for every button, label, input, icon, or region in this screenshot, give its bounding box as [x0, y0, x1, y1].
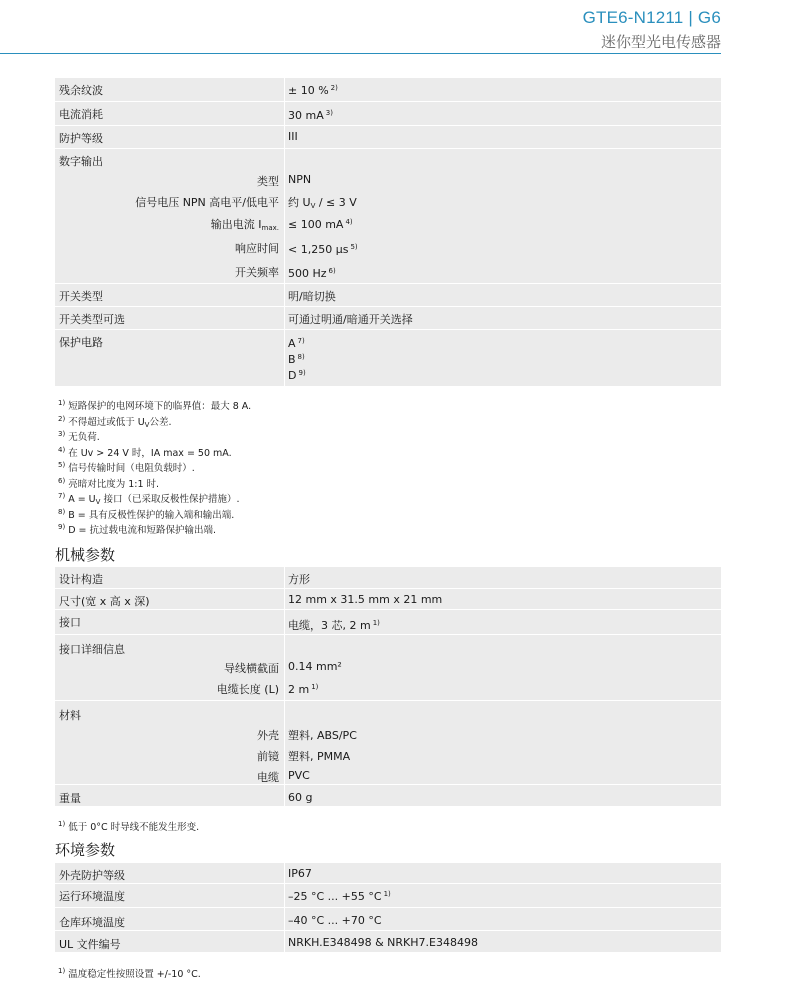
environment-spec-table [55, 863, 721, 952]
footnote: $^{5)}$ 信号传输时间（电阻负载时）. [58, 461, 195, 474]
footnote: $^{1)}$ 温度稳定性按照设置 +/-10 °C. [58, 967, 201, 980]
row-value-list [288, 336, 306, 384]
electrical-footnotes [58, 398, 251, 538]
row-sublabel: 响应时间 [235, 242, 279, 255]
footnote: $^{3)}$ 无负荷. [58, 430, 100, 443]
footnote: $^{4)}$ 在 Uv > 24 V 时，IA max = 50 mA. [58, 445, 232, 459]
row-label: 接口详细信息 [59, 643, 125, 656]
document-title: GTE6-N1211 | G6 [582, 8, 721, 27]
row-sublabel: 输出电流 $I_{max.}$ [210, 218, 279, 232]
row-value: ≤ 100 mA $^{4)}$ [288, 218, 353, 231]
row-value: III [288, 130, 298, 143]
row-label: 防护等级 [59, 132, 103, 145]
row-label: 电流消耗 [59, 108, 103, 121]
footnote: $^{7)}$ $A = U_V$ 接口（已采取反极性保护措施）. [58, 492, 240, 506]
table-row [55, 307, 721, 329]
row-label: 接口 [59, 616, 81, 629]
table-row [55, 742, 721, 763]
table-row [55, 655, 721, 676]
row-value: 30 mA $^{3)}$ [288, 109, 333, 122]
row-value: IP67 [288, 867, 312, 880]
footnote: $^{1)}$ 低于 0°C 时导线不能发生形变. [58, 820, 200, 833]
row-sublabel: 前镜 [257, 750, 279, 763]
list-item: D $^{9)}$ [288, 369, 306, 382]
row-value: 0.14 mm² [288, 660, 342, 673]
row-label: 尺寸(宽 x 高 x 深) [59, 595, 150, 608]
row-value: NPN [288, 173, 312, 186]
table-row [55, 721, 721, 742]
table-row [55, 235, 721, 259]
footnote: $^{2)}$ 不得超过或低于 $U_V$公差. [58, 414, 172, 429]
row-label: 数字输出 [59, 155, 103, 168]
row-sublabel: 开关频率 [235, 266, 279, 279]
mechanical-spec-table [55, 567, 721, 806]
row-label: 保护电路 [59, 336, 103, 349]
row-sublabel: 导线横截面 [224, 662, 279, 675]
row-value: ± 10 % $^{2)}$ [288, 84, 338, 97]
row-sublabel: 类型 [257, 175, 279, 188]
row-label: 运行环境温度 [59, 890, 125, 903]
table-row [55, 884, 721, 907]
row-label: 仓库环境温度 [59, 916, 125, 929]
row-value: –40 °C ... +70 °C [288, 914, 382, 927]
mechanical-footnotes [58, 819, 199, 835]
row-value: 塑料, ABS/PC [288, 729, 357, 742]
row-label: 开关类型 [59, 290, 103, 303]
table-row [55, 763, 721, 784]
footnote: $^{6)}$ 亮暗对比度为 1:1 时. [58, 476, 160, 490]
row-sublabel: 电缆 [257, 771, 279, 784]
section-title-mechanical: 机械参数 [55, 546, 116, 564]
row-label: 重量 [59, 792, 81, 805]
row-value: 塑料, PMMA [288, 750, 351, 763]
row-sublabel: 电缆长度 (L) [216, 683, 279, 696]
header-divider [0, 53, 721, 54]
row-value: 12 mm x 31.5 mm x 21 mm [288, 593, 443, 606]
table-row [55, 635, 721, 655]
table-row [55, 908, 721, 930]
table-row [55, 149, 721, 169]
row-sublabel: 外壳 [257, 729, 279, 742]
footnote: $^{1)}$ 短路保护的电网环境下的临界值：最大 8 A. [58, 399, 252, 412]
row-label: 材料 [59, 709, 81, 722]
row-value: 2 m $^{1)}$ [288, 683, 319, 696]
table-row [55, 259, 721, 283]
row-value: 明/暗切换 [288, 290, 336, 303]
row-value: –25 °C ... +55 °C $^{1)}$ [288, 890, 391, 903]
row-value: 约 $U_V$ / ≤ 3 V [288, 196, 357, 210]
table-row [55, 931, 721, 952]
electrical-spec-table [55, 78, 721, 386]
table-row [55, 102, 721, 125]
list-item: B $^{8)}$ [288, 353, 305, 366]
section-title-environment: 环境参数 [55, 841, 116, 859]
document-subtitle: 迷你型光电传感器 [600, 33, 721, 51]
row-value: 方形 [288, 573, 310, 586]
table-row [55, 701, 721, 721]
row-label: 设计构造 [59, 573, 103, 586]
table-row [55, 78, 721, 101]
row-value: 500 Hz $^{6)}$ [288, 267, 336, 280]
row-label: 外壳防护等级 [59, 869, 125, 882]
footnote: $^{9)}$ D = 抗过载电流和短路保护输出端. [58, 523, 217, 536]
environment-footnotes [58, 966, 201, 982]
table-row [55, 190, 721, 211]
row-sublabel: 信号电压 NPN 高电平/低电平 [135, 196, 279, 209]
row-value: NRKH.E348498 & NRKH7.E348498 [288, 936, 478, 949]
table-row [55, 211, 721, 235]
row-value: 60 g [288, 791, 313, 804]
row-value: 可通过明通/暗通开关选择 [288, 313, 413, 326]
row-label: 开关类型可选 [59, 313, 125, 326]
table-row [55, 126, 721, 148]
footnote: $^{8)}$ B = 具有反极性保护的输入端和输出端. [58, 507, 235, 521]
list-item: A $^{7)}$ [288, 337, 305, 350]
table-row [55, 676, 721, 700]
table-row [55, 567, 721, 588]
row-value: 电缆，3 芯, 2 m $^{1)}$ [288, 619, 380, 632]
table-row [55, 589, 721, 609]
table-row [55, 610, 721, 634]
table-row [55, 330, 721, 386]
table-row [55, 785, 721, 806]
table-row [55, 284, 721, 306]
table-row [55, 169, 721, 190]
row-label: 残余纹波 [59, 84, 103, 97]
row-label: UL 文件编号 [59, 938, 121, 951]
row-value: PVC [288, 769, 310, 782]
row-value: < 1,250 μs $^{5)}$ [288, 243, 358, 256]
table-row [55, 863, 721, 883]
